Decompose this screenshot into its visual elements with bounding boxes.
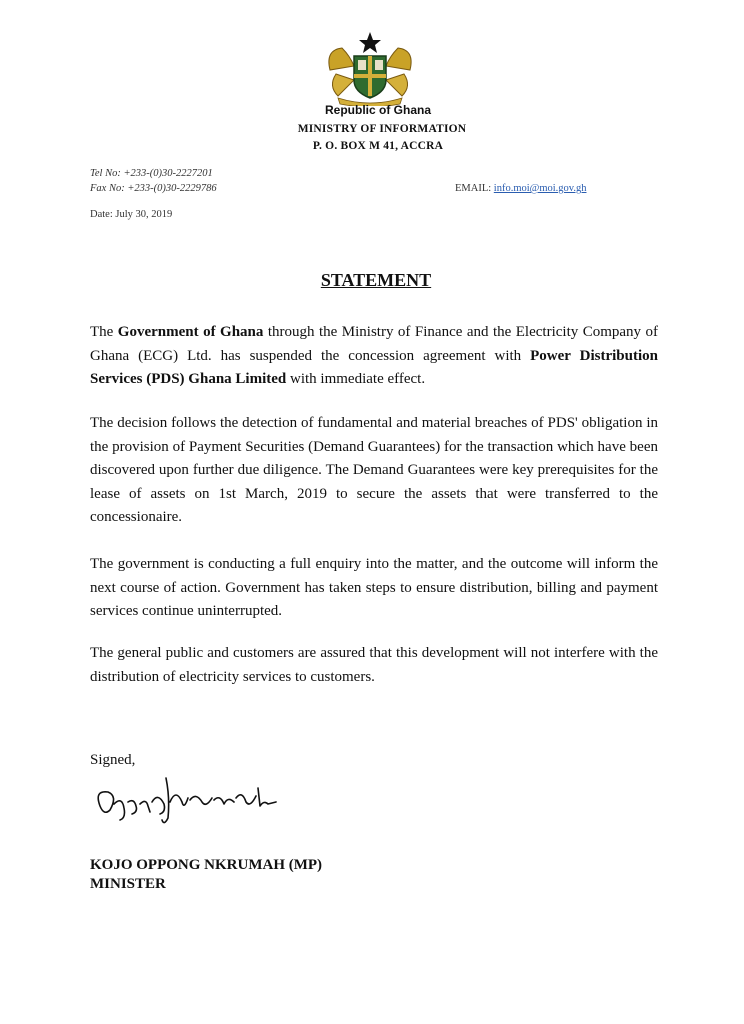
address-line: P. O. BOX M 41, ACCRA [312,140,444,152]
date-line: Date: July 30, 2019 [90,209,173,220]
p1-text-c: through the Ministry of Finance and the Electricity Company of Ghana (ECG) Ltd. has suspended the concession agreement with [90,324,658,364]
p1-text-a: The [90,324,118,340]
email-label: EMAIL: [455,183,492,194]
email-link[interactable]: info.moi@moi.gov.gh [493,183,587,194]
statement-title: STATEMENT [320,270,432,290]
email-line [455,183,587,194]
fax-number: Fax No: +233-(0)30-2229786 [90,183,217,194]
p1-bold-pds: Power Distribution Services (PDS) Ghana Limited [90,347,658,387]
signer-title: MINISTER [90,876,166,892]
coat-of-arms-icon [320,30,420,106]
paragraph-4: The general public and customers are assured that this development will not interfere with the distribution of electricity services to customers. [90,645,658,685]
signed-label: Signed, [90,752,136,768]
tel-number: Tel No: +233-(0)30-2227201 [90,168,213,179]
republic-heading: Republic of Ghana [324,103,431,117]
p1-text-e: with immediate effect. [286,371,426,387]
paragraph-1 [90,321,658,392]
signature-icon [92,768,292,828]
paragraph-2: The decision follows the detection of fundamental and material breaches of PDS' obligation in the provision of Payment Securities (Demand Guarantees) for the transaction which have been discovered upon further due diligence. The Demand Guarantees were key prerequisites for the lease of assets on 1st March, 2019 to secure the assets that were transferred to the concessionaire. [90,415,658,525]
p1-bold-government: Government of Ghana [117,324,264,340]
ministry-heading: MINISTRY OF INFORMATION [297,123,467,135]
paragraph-3: The government is conducting a full enquiry into the matter, and the outcome will inform the next course of action. Government has taken steps to ensure distribution, billing and payment services continue uninterrupted. [90,556,658,619]
signer-name: KOJO OPPONG NKRUMAH (MP) [90,857,323,873]
